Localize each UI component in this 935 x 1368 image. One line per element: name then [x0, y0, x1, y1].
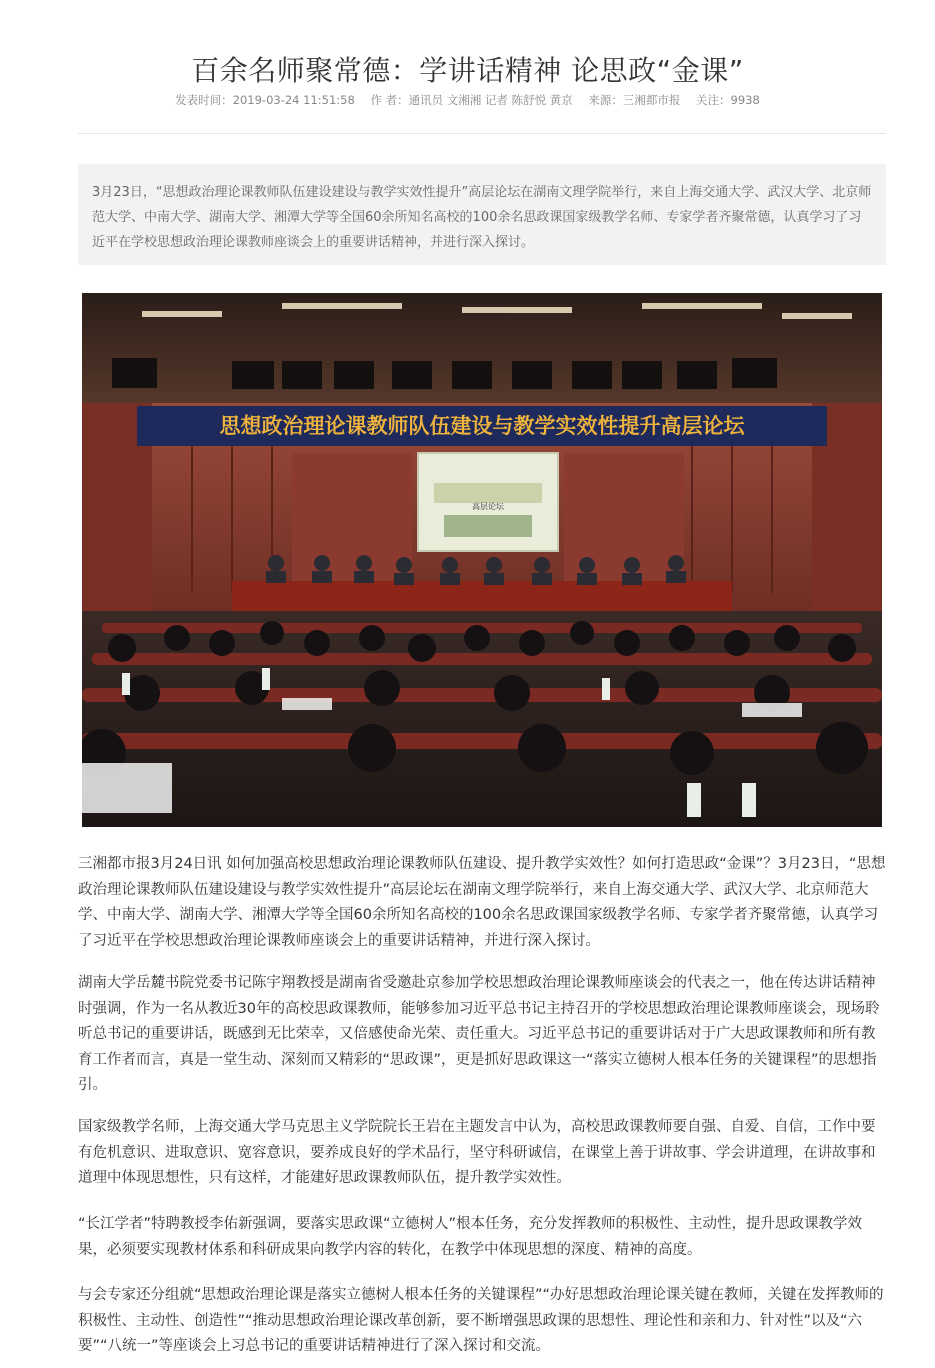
- paragraph-1: 三湘都市报3月24日讯 如何加强高校思想政治理论课教师队伍建设、提升教学实效性？如何打造思政“金课”？3月23日，“思想政治理论课教师队伍建设建设与教学实效性提升”高层论坛在湖南文理学院举行，来自上海交通大学、武汉大学、北京师范大学、中南大学、湖南大学、湘潭大学等全国60余所知名高校的100余名思政课国家级教学名师、专家学者齐聚常德，认真学习了习近平在学校思想政治理论课教师座谈会上的重要讲话精神，并进行深入探讨。: [78, 856, 886, 949]
- article-summary: 3月23日，“思想政治理论课教师队伍建设建设与教学实效性提升”高层论坛在湖南文理学院举行，来自上海交通大学、武汉大学、北京师范大学、中南大学、湖南大学、湘潭大学等全国60余所知名高校的100余名思政课国家级教学名师、专家学者齐聚常德，认真学习了习近平在学校思想政治理论课教师座谈会上的重要讲话精神，并进行深入探讨。: [78, 164, 886, 265]
- screen-text: 高层论坛: [472, 502, 504, 511]
- author-line: 作 者：通讯员 文湘湘 记者 陈舒悦 黄京: [370, 93, 573, 107]
- article-title: 百余名师聚常德：学讲话精神 论思政“金课”: [191, 53, 744, 87]
- publish-time: 发表时间：2019-03-24 11:51:58: [175, 93, 355, 107]
- view-count: 关注：9938: [696, 93, 760, 107]
- forum-photo: [82, 293, 882, 827]
- article-meta: [0, 92, 935, 108]
- paragraph-4: “长江学者”特聘教授李佑新强调，要落实思政课“立德树人”根本任务，充分发挥教师的积极性、主动性，提升思政课教学效果，必须要实现教材体系和科研成果向教学内容的转化，在教学中体现思想的深度、精神的高度。: [78, 1216, 863, 1258]
- banner-text: 思想政治理论课教师队伍建设与教学实效性提升高层论坛: [219, 413, 745, 438]
- paragraph-5: 与会专家还分组就“思想政治理论课是落实立德树人根本任务的关键课程”“办好思想政治理论课关键在教师，关键在发挥教师的积极性、主动性、创造性”“推动思想政治理论课改革创新，要不断增强思政课的思想性、理论性和亲和力、针对性”以及“六要”“八统一”等座谈会上习总书记的重要讲话精神进行了深入探讨和交流。: [78, 1287, 884, 1354]
- header-divider: [78, 133, 886, 134]
- source-line: 来源：三湘都市报: [588, 93, 681, 107]
- paragraph-2: 湖南大学岳麓书院党委书记陈宇翔教授是湖南省受邀赴京参加学校思想政治理论课教师座谈会的代表之一，他在传达讲话精神时强调，作为一名从教近30年的高校思政课教师，能够参加习近平总书记主持召开的学校思想政治理论课教师座谈会，现场聆听总书记的重要讲话，既感到无比荣幸，又倍感使命光荣、责任重大。习近平总书记的重要讲话对于广大思政课教师和所有教育工作者而言，真是一堂生动、深刻而又精彩的“思政课”，更是抓好思政课这一“落实立德树人根本任务的关键课程”的思想指引。: [78, 975, 880, 1093]
- paragraph-3: 国家级教学名师，上海交通大学马克思主义学院院长王岩在主题发言中认为，高校思政课教师要自强、自爱、自信，工作中要有危机意识、进取意识、宽容意识，要养成良好的学术品行，坚守科研诚信，在课堂上善于讲故事、学会讲道理，在讲故事和道理中体现思想性，只有这样，才能建好思政课教师队伍，提升教学实效性。: [78, 1119, 876, 1186]
